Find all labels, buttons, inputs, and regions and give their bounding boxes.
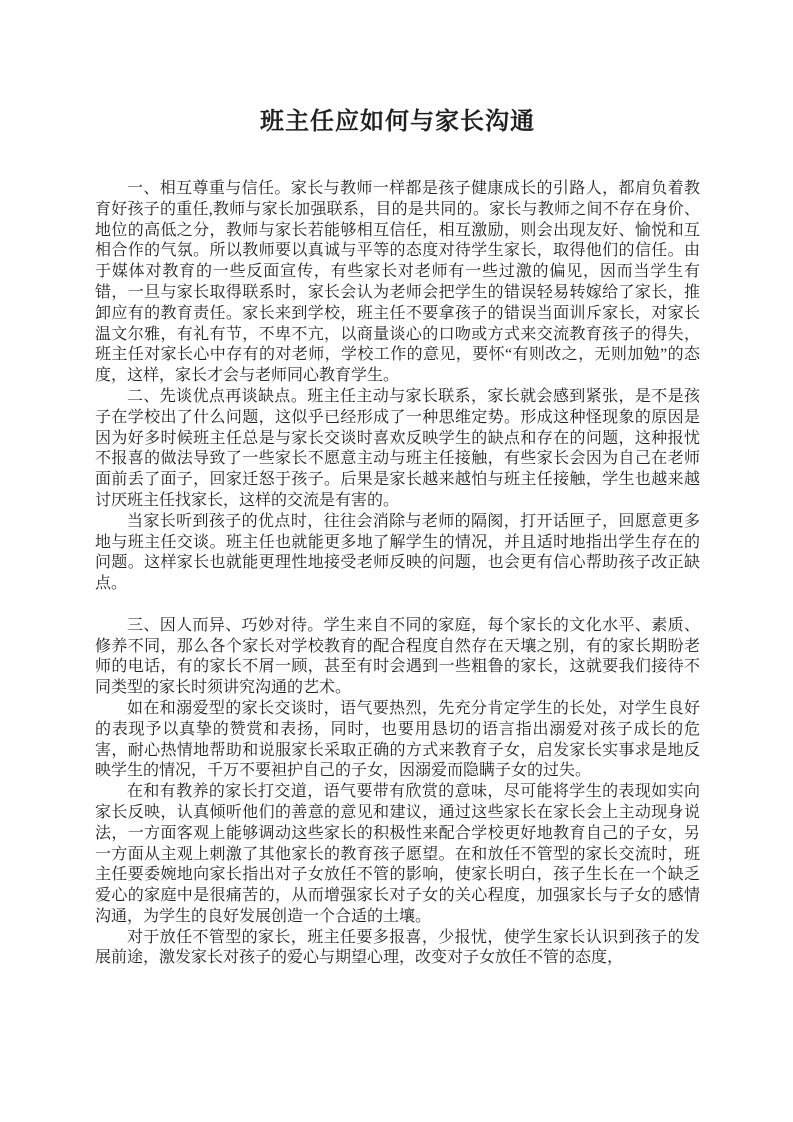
document-title: 班主任应如何与家长沟通 — [260, 108, 535, 135]
paragraph-neglectful-parents: 对于放任不管型的家长，班主任要多报喜，少报忧，使学生家长认识到孩子的发展前途，激发家长对孩子的爱心与期望心理，改变对子女放任不管的态度， — [95, 928, 700, 967]
document-body — [95, 179, 700, 969]
paragraph-strengths-first: 二、先谈优点再谈缺点。班主任主动与家长联系，家长就会感到紧张，是不是孩子在学校出了什么问题，这似乎已经形成了一种思维定势。形成这种怪现象的原因是因为好多时候班主任总是与家长交谈时喜欢反映学生的缺点和存在的问题，这种报忧不报喜的做法导致了一些家长不愿意主动与班主任接触，有些家长会因为自己在老师面前丢了面子，回家迁怒于孩子。后果是家长越来越怕与班主任接触，学生也越来越讨厌班主任找家长，这样的交流是有害的。 — [95, 387, 700, 509]
paragraph-doting-parents: 如在和溺爱型的家长交谈时，语气要热烈，先充分肯定学生的长处，对学生良好的表现予以真挚的赞赏和表扬，同时，也要用恳切的语言指出溺爱对孩子成长的危害，耐心热情地帮助和说服家长采取正确的方式来教育子女，启发家长实事求是地反映学生的情况，千万不要袒护自己的子女，因溺爱而隐瞒子女的过失。 — [95, 699, 700, 780]
blank-line — [95, 595, 700, 616]
paragraph-mutual-respect: 一、相互尊重与信任。家长与教师一样都是孩子健康成长的引路人，都肩负着教育好孩子的重任,教师与家长加强联系，目的是共同的。家长与教师之间不存在身价、地位的高低之分，教师与家长若能够相互信任，相互激励，则会出现友好、愉悦和互相合作的气氛。所以教师要以真诚与平等的态度对待学生家长，取得他们的信任。由于媒体对教育的一些反面宣传，有些家长对老师有一些过激的偏见，因而当学生有错，一旦与家长取得联系时，家长会认为老师会把学生的错误轻易转嫁给了家长，推卸应有的教育责任。家长来到学校，班主任不要拿孩子的错误当面训斥家长，对家长温文尔雅，有礼有节，不卑不亢，以商量谈心的口吻或方式来交流教育孩子的得失，班主任对家长心中存有的对老师，学校工作的意见，要怀“有则改之，无则加勉”的态度，这样，家长才会与老师同心教育学生。 — [95, 180, 700, 385]
paragraph-cultured-parents: 在和有教养的家长打交道，语气要带有欣赏的意味，尽可能将学生的表现如实向家长反映，认真倾听他们的善意的意见和建议，通过这些家长在家长会上主动现身说法，一方面客观上能够调动这些家长的积极性来配合学校更好地教育自己的子女，另一方面从主观上刺激了其他家长的教育孩子愿望。在和放任不管型的家长交流时，班主任要委婉地向家长指出对子女放任不管的影响，使家长明白，孩子生长在一个缺乏爱心的家庭中是很痛苦的，从而增强家长对子女的关心程度，加强家长与子女的感情沟通，为学生的良好发展创造一个合适的土壤。 — [95, 783, 700, 925]
paragraph-treat-differently: 三、因人而异、巧妙对待。学生来自不同的家庭，每个家长的文化水平、素质、修养不同，那么各个家长对学校教育的配合程度自然存在天壤之别，有的家长期盼老师的电话，有的家长不屑一顾，甚至有时会遇到一些粗鲁的家长，这就要我们接待不同类型的家长时须讲究沟通的艺术。 — [95, 616, 700, 697]
paragraph-hearing-strengths: 当家长听到孩子的优点时，往往会消除与老师的隔阂，打开话匣子，回愿意更多地与班主任交谈。班主任也就能更多地了解学生的情况，并且适时地指出学生存在的问题。这样家长也就能更理性地接受老师反映的问题，也会更有信心帮助孩子改正缺点。 — [95, 512, 700, 593]
